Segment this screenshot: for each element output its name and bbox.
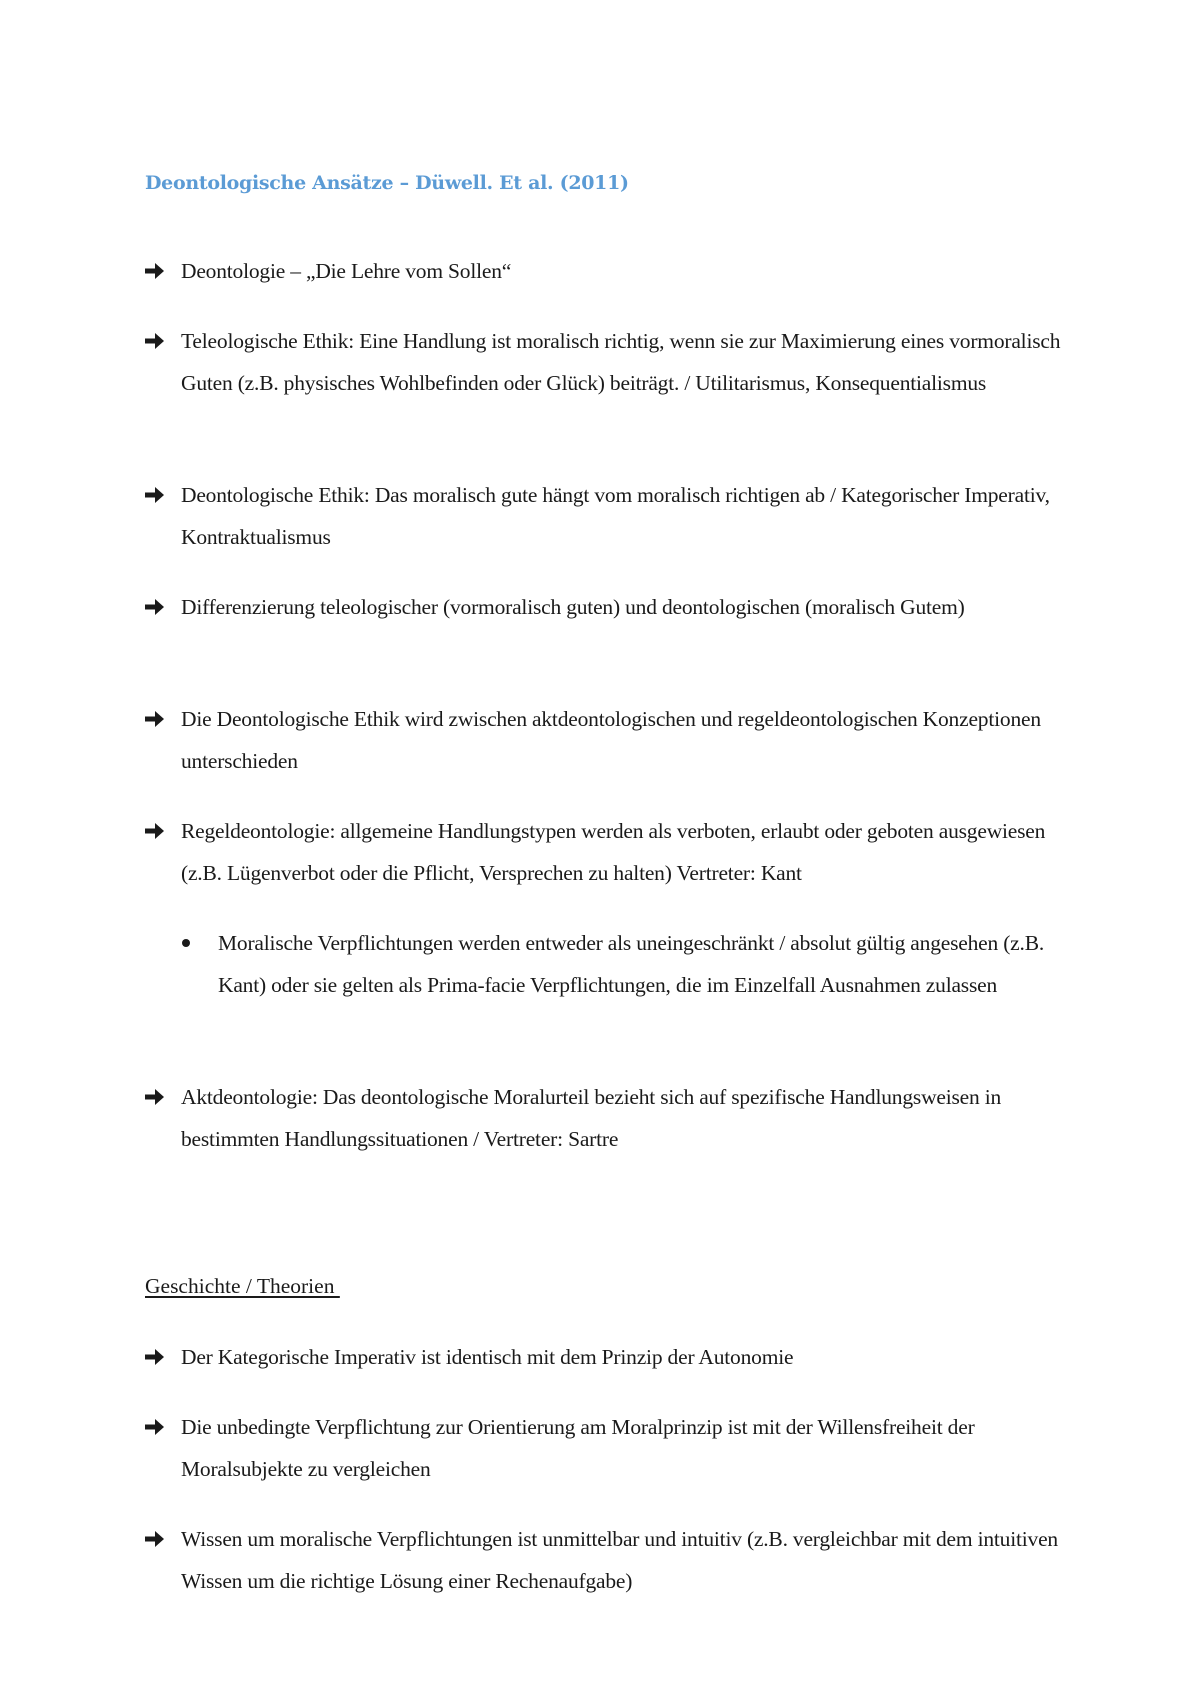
section-heading: Geschichte / Theorien — [145, 1274, 340, 1298]
list-item — [145, 250, 1085, 292]
right-arrow-icon — [145, 810, 167, 852]
list-item — [145, 474, 1085, 558]
list-item-text: Die Deontologische Ethik wird zwischen aktdeontologischen und regeldeontologischen Konzeptionen unterschieden — [181, 707, 1041, 773]
right-arrow-icon — [145, 586, 167, 628]
list-item — [145, 810, 1085, 894]
list-item-text: Wissen um moralische Verpflichtungen ist unmittelbar und intuitiv (z.B. vergleichbar mit dem intuitiven Wissen um die richtige Lösung einer Rechenaufgabe) — [181, 1527, 1058, 1593]
right-arrow-icon — [145, 250, 167, 292]
right-arrow-icon — [145, 474, 167, 516]
sub-list-item-text: Moralische Verpflichtungen werden entweder als uneingeschränkt / absolut gültig angesehen (z.B. Kant) oder sie gelten als Prima-facie Verpflichtungen, die im Einzelfall Ausnahmen zulassen — [218, 931, 1045, 997]
list-item-text: Teleologische Ethik: Eine Handlung ist moralisch richtig, wenn sie zur Maximierung eines vormoralisch Guten (z.B. physisches Wohlbefinden oder Glück) beiträgt. / Utilitarismus, Konsequentialismus — [181, 329, 1061, 395]
list-item-text: Deontologie – „Die Lehre vom Sollen“ — [181, 259, 512, 283]
right-arrow-icon — [145, 698, 167, 740]
list-item-text: Der Kategorische Imperativ ist identisch mit dem Prinzip der Autonomie — [181, 1345, 794, 1369]
list-item — [145, 1406, 1085, 1490]
list-item — [145, 586, 1085, 628]
list-item — [145, 1336, 1085, 1378]
list-item — [145, 698, 1085, 782]
right-arrow-icon — [145, 1336, 167, 1378]
right-arrow-icon — [145, 1076, 167, 1118]
sub-list-item — [182, 922, 1082, 1006]
right-arrow-icon — [145, 320, 167, 362]
list-item — [145, 320, 1085, 404]
right-arrow-icon — [145, 1406, 167, 1448]
list-item — [145, 1518, 1085, 1602]
list-item-text: Regeldeontologie: allgemeine Handlungstypen werden als verboten, erlaubt oder geboten ausgewiesen (z.B. Lügenverbot oder die Pflicht, Versprechen zu halten) Vertreter: Kant — [181, 819, 1046, 885]
list-item-text: Deontologische Ethik: Das moralisch gute hängt vom moralisch richtigen ab / Kategorischer Imperativ, Kontraktualismus — [181, 483, 1050, 549]
list-item-text: Aktdeontologie: Das deontologische Moralurteil bezieht sich auf spezifische Handlungsweisen in bestimmten Handlungssituationen / Vertreter: Sartre — [181, 1085, 1002, 1151]
page-title: Deontologische Ansätze – Düwell. Et al. (2011) — [145, 172, 629, 194]
right-arrow-icon — [145, 1518, 167, 1560]
bullet-icon — [182, 939, 190, 947]
list-item-text: Die unbedingte Verpflichtung zur Orientierung am Moralprinzip ist mit der Willensfreiheit der Moralsubjekte zu vergleichen — [181, 1415, 975, 1481]
list-item-text: Differenzierung teleologischer (vormoralisch guten) und deontologischen (moralisch Gutem) — [181, 595, 965, 619]
list-item — [145, 1076, 1085, 1160]
